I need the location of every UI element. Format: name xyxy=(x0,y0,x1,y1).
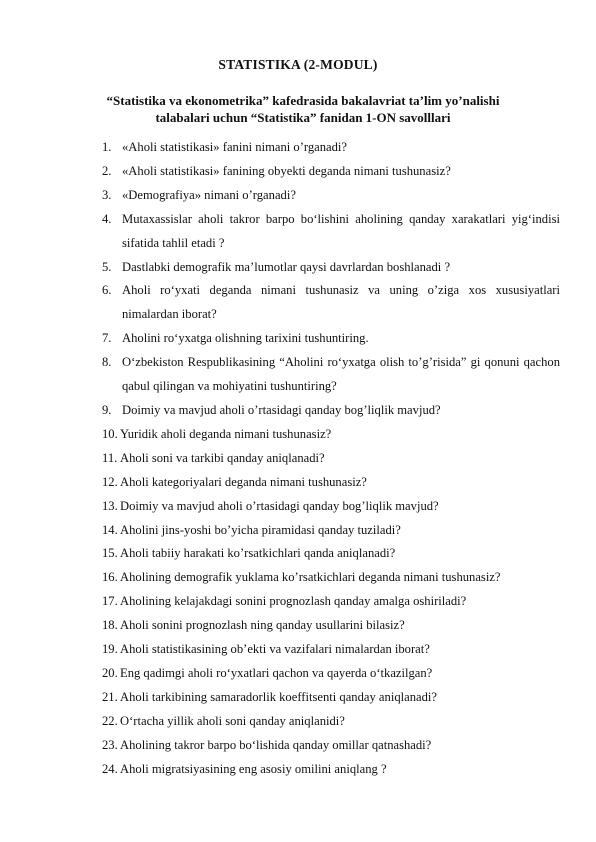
question-item xyxy=(102,662,560,686)
question-number: 18. xyxy=(102,618,118,633)
question-item xyxy=(102,160,560,184)
question-item xyxy=(102,327,560,351)
question-number: 3. xyxy=(102,187,112,202)
question-text: Aholining demografik yuklama ko’rsatkichlari deganda nimani tushunasiz? xyxy=(120,570,501,585)
question-text: Aholi migratsiyasining eng asosiy omilini aniqlang ? xyxy=(120,761,387,776)
question-item xyxy=(102,447,560,471)
question-item xyxy=(102,614,560,638)
question-item xyxy=(102,686,560,710)
question-text: Aholining takror barpo bo‘lishida qanday omillar qatnashadi? xyxy=(120,737,432,752)
question-item xyxy=(102,542,560,566)
question-text: Aholi tabiiy harakati ko’rsatkichlari qanda aniqlanadi? xyxy=(120,546,396,561)
question-text: Aholi sonini prognozlash ning qanday usullarini bilasiz? xyxy=(120,618,405,633)
question-text: Aholi statistikasining ob’ekti va vazifalari nimalardan iborat? xyxy=(120,642,430,657)
question-item xyxy=(102,399,560,423)
question-item xyxy=(102,184,560,208)
question-item xyxy=(102,566,560,590)
question-text: Aholini jins-yoshi bo’yicha piramidasi qanday tuziladi? xyxy=(120,522,401,537)
question-number: 1. xyxy=(102,140,112,154)
question-item xyxy=(102,734,560,758)
question-number: 24. xyxy=(102,761,118,776)
document-title: STATISTIKA (2-MODUL) xyxy=(218,57,378,72)
question-item xyxy=(102,638,560,662)
question-number: 2. xyxy=(102,163,112,178)
question-number: 17. xyxy=(102,594,118,609)
question-text: Aholining kelajakdagi sonini prognozlash qanday amalga oshiriladi? xyxy=(120,594,467,609)
question-text: Doimiy va mavjud aholi o’rtasidagi qanday bog’liqlik mavjud? xyxy=(120,498,439,513)
question-number: 9. xyxy=(102,402,112,417)
question-text: Eng qadimgi aholi ro‘yxatlari qachon va qayerda o‘tkazilgan? xyxy=(120,665,433,680)
question-text: O‘rtacha yillik aholi soni qanday aniqlanidi? xyxy=(120,713,345,728)
question-number: 6. xyxy=(102,283,112,298)
question-number: 13. xyxy=(102,498,118,513)
question-item xyxy=(102,495,560,519)
question-number: 5. xyxy=(102,259,112,274)
question-item xyxy=(102,136,560,160)
question-text: O‘zbekiston Respublikasining “Aholini ro‘yxatga olish to’g’risida” gi qonuni qachon qabul qilingan va mohiyatini tushuntiring? xyxy=(122,355,560,394)
document-subtitle: “Statistika va ekonometrika” kafedrasida bakalavriat ta’lim yo’nalishi talabalari uchun “Statistika” fanidan 1-ON savolllari xyxy=(106,93,500,125)
question-item xyxy=(102,256,560,280)
question-number: 8. xyxy=(102,355,112,370)
question-item xyxy=(102,590,560,614)
question-number: 23. xyxy=(102,737,118,752)
question-text: «Aholi statistikasi» fanining obyekti deganda nimani tushunasiz? xyxy=(122,163,451,178)
question-text: Mutaxassislar aholi takror barpo bo‘lishini aholining qanday xarakatlari yig‘indisi sifatida tahlil etadi ? xyxy=(122,211,560,250)
question-text: Aholini ro‘yxatga olishning tarixini tushuntiring. xyxy=(122,331,369,346)
question-number: 21. xyxy=(102,689,118,704)
question-number: 22. xyxy=(102,713,118,728)
question-number: 7. xyxy=(102,331,112,346)
question-number: 10. xyxy=(102,426,118,441)
question-item xyxy=(102,351,560,399)
question-number: 11. xyxy=(102,450,118,465)
question-item xyxy=(102,423,560,447)
question-text: Aholi kategoriyalari deganda nimani tushunasiz? xyxy=(120,474,367,489)
question-item xyxy=(102,758,560,782)
question-text: Aholi soni va tarkibi qanday aniqlanadi? xyxy=(120,450,325,465)
question-text: «Demografiya» nimani o’rganadi? xyxy=(122,187,296,202)
question-item xyxy=(102,471,560,495)
question-item xyxy=(102,279,560,327)
question-number: 19. xyxy=(102,642,118,657)
question-number: 20. xyxy=(102,665,118,680)
question-text: Aholi ro‘yxati deganda nimani tushunasiz va uning o’ziga xos xususiyatlari nimalardan iborat? xyxy=(122,283,560,322)
question-text: Doimiy va mavjud aholi o’rtasidagi qanday bog’liqlik mavjud? xyxy=(122,402,441,417)
question-number: 15. xyxy=(102,546,118,561)
question-item xyxy=(102,519,560,543)
question-text: Yuridik aholi deganda nimani tushunasiz? xyxy=(120,426,332,441)
question-list xyxy=(102,136,560,781)
question-number: 14. xyxy=(102,522,118,537)
question-item xyxy=(102,208,560,256)
question-item xyxy=(102,710,560,734)
question-number: 16. xyxy=(102,570,118,585)
question-text: Aholi tarkibining samaradorlik koeffitsenti qanday aniqlanadi? xyxy=(120,689,437,704)
question-text: Dastlabki demografik ma’lumotlar qaysi davrlardan boshlanadi ? xyxy=(122,259,451,274)
question-text: «Aholi statistikasi» fanini nimani o’rganadi? xyxy=(122,140,348,154)
question-number: 12. xyxy=(102,474,118,489)
question-number: 4. xyxy=(102,211,112,226)
